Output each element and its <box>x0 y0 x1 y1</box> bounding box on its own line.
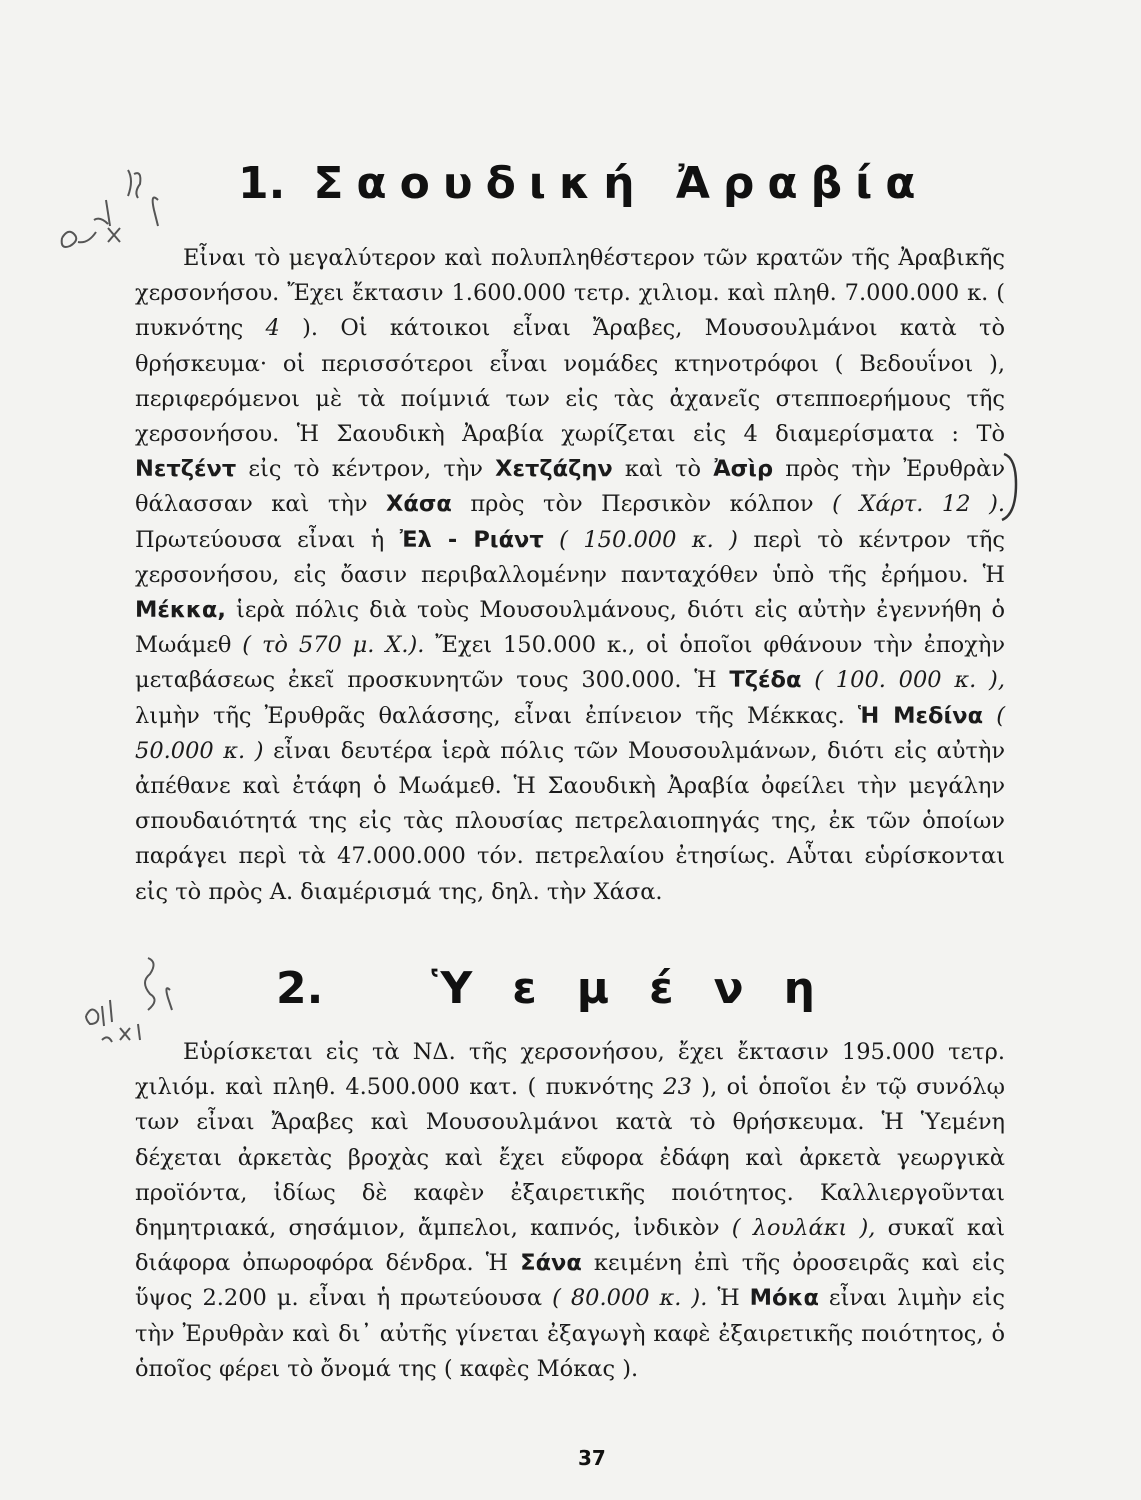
section-2-number: 2. <box>276 963 324 1014</box>
section-2-title: Ὑεμένη <box>431 963 855 1014</box>
section-2-heading <box>276 963 855 1014</box>
section-1-paragraph: Εἶναι τὸ μεγαλύτερον καὶ πολυπληθέστερον τῶν κρατῶν τῆς Ἀραβικῆς χερσονήσου. Ἔχει ἔκτασιν 1.600.000 τετρ. χιλιομ. καὶ πληθ. 7.000.000 κ. ( πυκνότης 4 ). Οἱ κάτοικοι εἶναι Ἄραβες, Μουσουλμάνοι κατὰ τὸ θρήσκευμα· οἱ περισσότεροι εἶναι νομάδες κτηνοτρόφοι ( Βεδουΐνοι ), περιφερόμενοι μὲ τὰ ποίμνιά των εἰς τὰς ἀχανεῖς στεπποερήμους τῆς χερσονήσου. Ἡ Σαουδικὴ Ἀραβία χωρίζεται εἰς 4 διαμερίσματα : Τὸ Νετζέντ εἰς τὸ κέντρον, τὴν Χετζάζην καὶ τὸ Ἀσὶρ πρὸς τὴν Ἐρυθρὰν θάλασσαν καὶ τὴν Χάσα πρὸς τὸν Περσικὸν κόλπον ( Χάρτ. 12 ). Πρωτεύουσα εἶναι ἡ Ἐλ - Ριάντ ( 150.000 κ. ) περὶ τὸ κέντρον τῆς χερσονήσου, εἰς ὄασιν περιβαλλομένην πανταχόθεν ὑπὸ τῆς ἐρήμου. Ἡ Μέκκα, ἱερὰ πόλις διὰ τοὺς Μουσουλμάνους, διότι εἰς αὐτὴν ἐγεννήθη ὁ Μωάμεθ ( τὸ 570 μ. Χ.). Ἔχει 150.000 κ., οἱ ὁποῖοι φθάνουν τὴν ἐποχὴν μεταβάσεως ἐκεῖ προσκυνητῶν τους 300.000. Ἡ Τζέδα ( 100. 000 κ. ), λιμὴν τῆς Ἐρυθρᾶς θαλάσσης, εἶναι ἐπίνειον τῆς Μέκκας. Ἡ Μεδίνα ( 50.000 κ. ) εἶναι δευτέρα ἱερὰ πόλις τῶν Μουσουλμάνων, διότι εἰς αὐτὴν ἀπέθανε καὶ ἐτάφη ὁ Μωάμεθ. Ἡ Σαουδικὴ Ἀραβία ὀφείλει τὴν μεγάλην σπουδαιότητά της εἰς τὰς πλουσίας πετρελαιοπηγάς της, ἐκ τῶν ὁποίων παράγει περὶ τὰ 47.000.000 τόν. πετρελαίου ἐτησίως. Αὗται εὑρίσκονται εἰς τὸ πρὸς Α. διαμέρισμά της, δηλ. τὴν Χάσα. <box>135 245 1006 905</box>
page-number: 37 <box>578 1446 606 1470</box>
section-2-paragraph: Εὑρίσκεται εἰς τὰ ΝΔ. τῆς χερσονήσου, ἔχει ἔκτασιν 195.000 τετρ. χιλιόμ. καὶ πληθ. 4.500.000 κατ. ( πυκνότης 23 ), οἱ ὁποῖοι ἐν τῷ συνόλῳ των εἶναι Ἄραβες καὶ Μουσουλμάνοι κατὰ τὸ θρήσκευμα. Ἡ Ὑεμένη δέχεται ἀρκετὰς βροχὰς καὶ ἔχει εὔφορα ἐδάφη καὶ ἀρκετὰ γεωργικὰ προϊόντα, ἰδίως δὲ καφὲν ἐξαιρετικῆς ποιότητος. Καλλιεργοῦνται δημητριακά, σησάμιον, ἄμπελοι, καπνός, ἰνδικὸν ( λουλάκι ), συκαῖ καὶ διάφορα ὀπωροφόρα δένδρα. Ἡ Σάνα κειμένη ἐπὶ τῆς ὀροσειρᾶς καὶ εἰς ὕψος 2.200 μ. εἶναι ἡ πρωτεύουσα ( 80.000 κ. ). Ἡ Μόκα εἶναι λιμὴν εἰς τὴν Ἐρυθρὰν καὶ δι᾽ αὐτῆς γίνεται ἐξαγωγὴ καφὲ ἐξαιρετικῆς ποιότητος, ὁ ὁποῖος φέρει τὸ ὄνομά της ( καφὲς Μόκας ). <box>135 1039 1006 1382</box>
section-1-title: Σαουδική Ἀραβία <box>313 158 929 209</box>
section-1-number: 1. <box>238 158 286 209</box>
section-1-heading <box>238 158 929 209</box>
